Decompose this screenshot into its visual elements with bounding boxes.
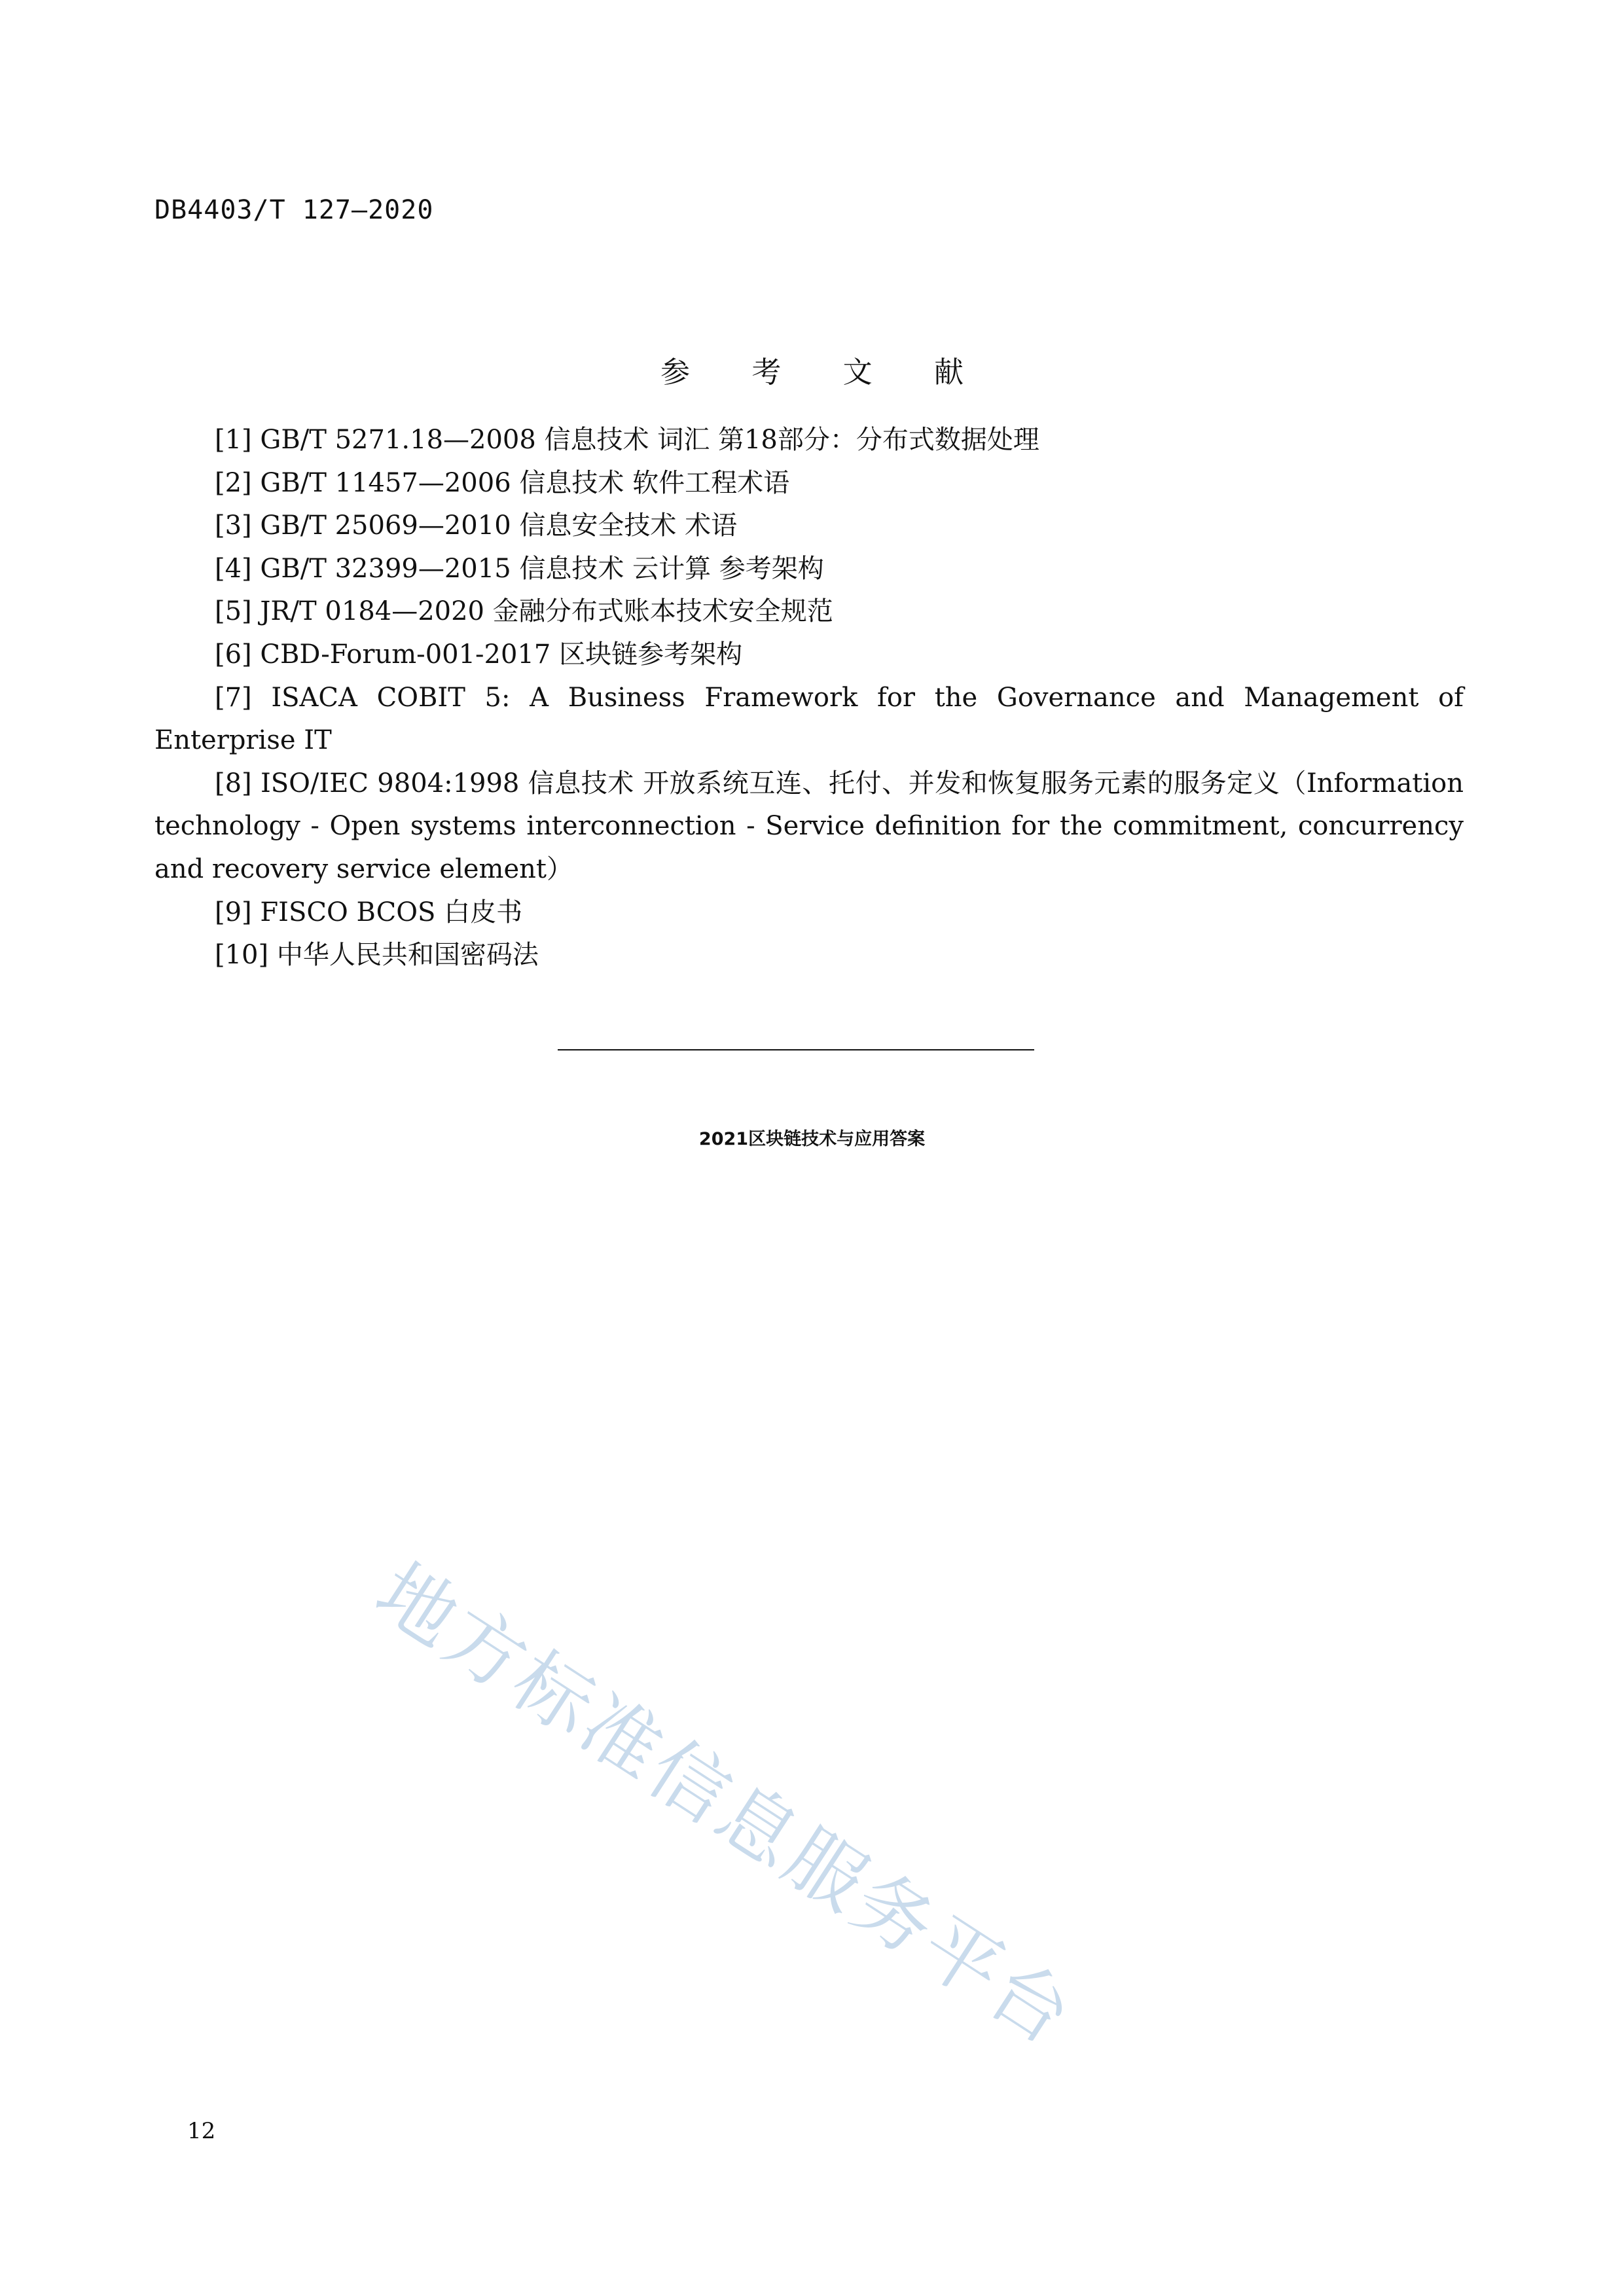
reference-item [154, 419, 1464, 462]
page-number: 12 [187, 2118, 216, 2144]
reference-text: FISCO BCOS 白皮书 [260, 897, 523, 927]
reference-number: [1] [215, 425, 252, 455]
watermark: 地方标准信息服务平台 [360, 1545, 1091, 2064]
reference-text: GB/T 25069—2010 信息安全技术 术语 [260, 511, 738, 541]
reference-text: ISACA COBIT 5: A Business Framework for the Governance and Management of Enterprise IT [154, 682, 1464, 756]
reference-number: [2] [215, 467, 252, 498]
reference-number: [10] [215, 940, 269, 971]
reference-text: GB/T 5271.18—2008 信息技术 词汇 第18部分：分布式数据处理 [260, 425, 1039, 455]
reference-item [154, 891, 1464, 935]
reference-item [154, 762, 1464, 891]
reference-item [154, 677, 1464, 762]
reference-text: ISO/IEC 9804:1998 信息技术 开放系统互连、托付、并发和恢复服务元素的服务定义（Information technology - Open systems interconnection - Service definition for the commitment, concurrency and recovery service element） [154, 768, 1464, 884]
reference-number: [3] [215, 511, 252, 541]
reference-text: GB/T 32399—2015 信息技术 云计算 参考架构 [260, 553, 824, 584]
reference-list [154, 419, 1464, 977]
reference-item [154, 548, 1464, 591]
reference-item [154, 590, 1464, 634]
reference-text: 中华人民共和国密码法 [276, 940, 539, 971]
footer-note: 2021区块链技术与应用答案 [698, 1129, 926, 1149]
reference-item [154, 505, 1464, 548]
reference-number: [4] [215, 553, 252, 584]
reference-item [154, 462, 1464, 505]
reference-number: [6] [215, 639, 252, 670]
reference-text: JR/T 0184—2020 金融分布式账本技术安全规范 [260, 596, 833, 627]
reference-number: [8] [215, 768, 252, 798]
reference-item [154, 934, 1464, 977]
reference-text: CBD-Forum-001-2017 区块链参考架构 [260, 639, 743, 670]
reference-number: [9] [215, 897, 252, 927]
document-code: DB4403/T 127—2020 [154, 195, 434, 225]
reference-number: [7] [215, 682, 252, 713]
end-divider [558, 1049, 1034, 1050]
reference-item [154, 634, 1464, 677]
reference-number: [5] [215, 596, 252, 627]
reference-text: GB/T 11457—2006 信息技术 软件工程术语 [260, 467, 790, 498]
references-heading: 参 考 文 献 [660, 355, 990, 389]
